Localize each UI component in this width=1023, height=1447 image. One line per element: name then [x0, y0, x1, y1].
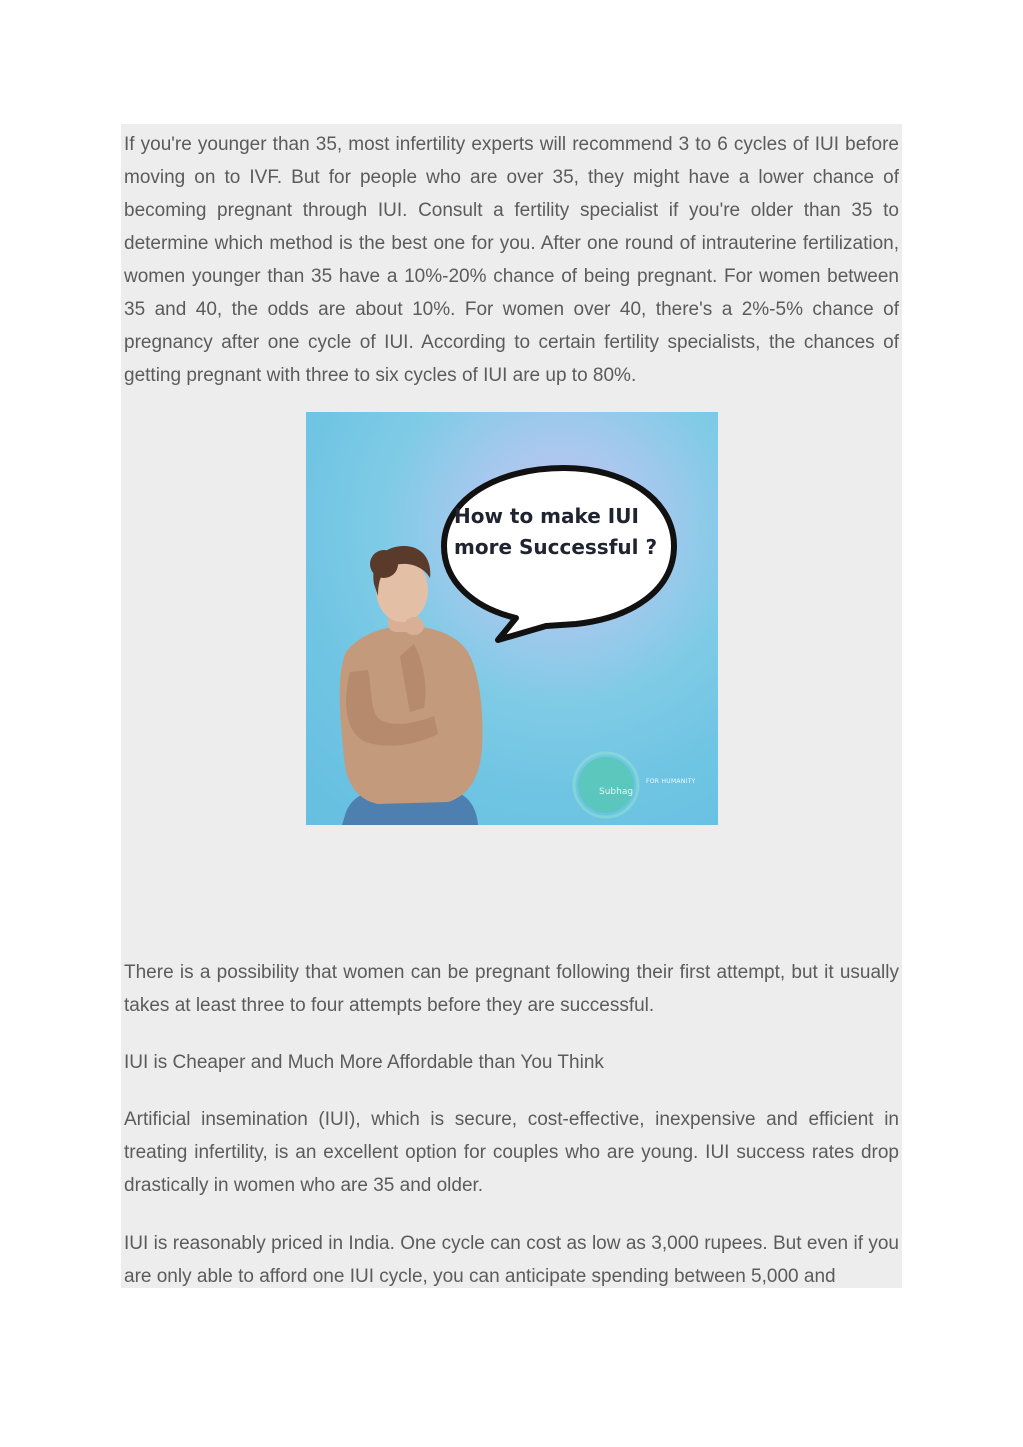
article-content: [121, 124, 902, 1288]
logo-circle: [578, 757, 634, 813]
logo-name: Subhag: [599, 787, 634, 797]
article-image: [306, 412, 718, 825]
section-heading-affordable: IUI is Cheaper and Much More Affordable than You Think: [124, 1052, 604, 1073]
bubble-line-1: How to make IUI: [454, 504, 639, 528]
woman-hair-bun: [370, 550, 398, 578]
illustration-drawing: [306, 412, 718, 825]
paragraph-attempts: There is a possibility that women can be pregnant following their first attempt, but it usually takes at least three to four attempts before they are successful.: [124, 962, 899, 1016]
paragraph-cost-india: IUI is reasonably priced in India. One cycle can cost as low as 3,000 rupees. But even if you are only able to afford one IUI cycle, you can anticipate spending between 5,000 and: [124, 1233, 899, 1287]
paragraph-artificial-insemination: Artificial insemination (IUI), which is secure, cost-effective, inexpensive and efficient in treating infertility, is an excellent option for couples who are young. IUI success rates drop drastically in women who are 35 and older.: [124, 1109, 899, 1196]
logo-tagline: FOR HUMANITY: [646, 778, 696, 785]
speech-bubble-text: [454, 501, 658, 563]
paragraph-iui-cycles: If you're younger than 35, most infertility experts will recommend 3 to 6 cycles of IUI before moving on to IVF. But for people who are over 35, they might have a lower chance of becoming pregnant through IUI. Consult a fertility specialist if you're older than 35 to determine which method is the best one for you. After one round of intrauterine fertilization, women younger than 35 have a 10%-20% chance of being pregnant. For women between 35 and 40, the odds are about 10%. For women over 40, there's a 2%-5% chance of pregnancy after one cycle of IUI. According to certain fertility specialists, the chances of getting pregnant with three to six cycles of IUI are up to 80%.: [124, 134, 899, 386]
bubble-line-2: more Successful ?: [454, 535, 658, 559]
woman-hand: [404, 617, 424, 635]
